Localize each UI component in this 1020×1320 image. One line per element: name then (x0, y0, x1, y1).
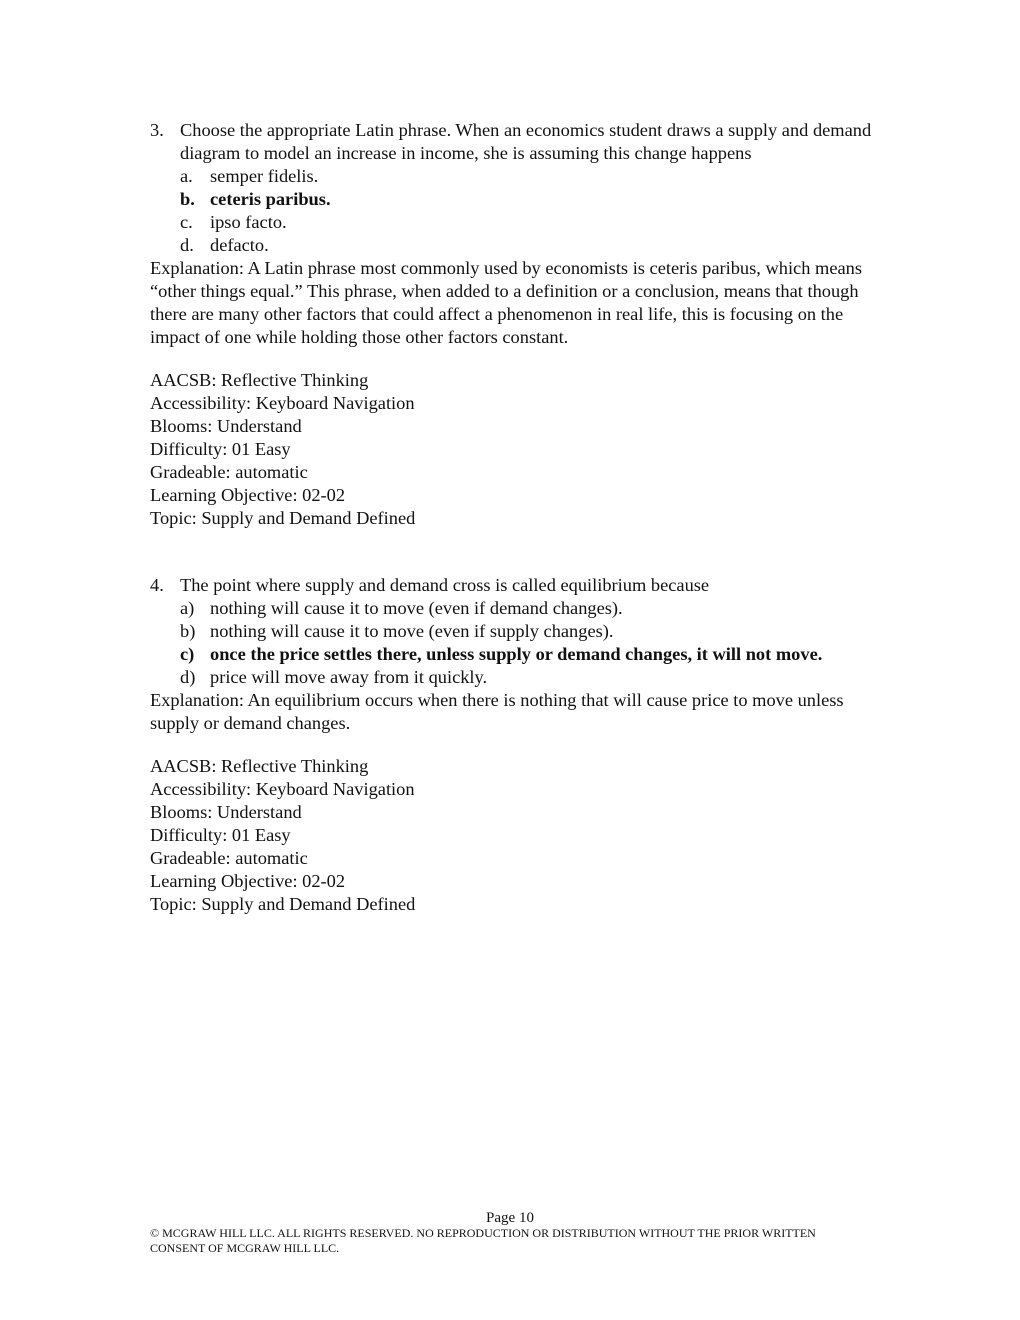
question-stem (150, 574, 880, 597)
meta-accessibility: Accessibility: Keyboard Navigation (150, 393, 415, 413)
option-text: defacto. (210, 235, 269, 255)
option-letter: a) (180, 598, 195, 618)
option-text: semper fidelis. (210, 166, 319, 186)
question-metadata (150, 755, 880, 916)
meta-learning-objective: Learning Objective: 02-02 (150, 871, 346, 891)
option-letter: c. (180, 212, 193, 232)
answer-option-c (150, 211, 880, 234)
meta-aacsb: AACSB: Reflective Thinking (150, 370, 369, 390)
option-text: ipso facto. (210, 212, 287, 232)
answer-options (150, 597, 880, 689)
copyright-notice: © MCGRAW HILL LLC. ALL RIGHTS RESERVED. NO REPRODUCTION OR DISTRIBUTION WITHOUT THE PRIOR WRITTEN CONSENT OF MCGRAW HILL LLC. (150, 1226, 816, 1255)
question-number: 3. (150, 120, 164, 140)
option-letter: b. (180, 189, 195, 209)
answer-option-b-correct (150, 188, 880, 211)
option-letter: d. (180, 235, 194, 255)
meta-gradeable: Gradeable: automatic (150, 462, 308, 482)
option-text: price will move away from it quickly. (210, 667, 488, 687)
option-letter: c) (180, 644, 195, 664)
question-text: Choose the appropriate Latin phrase. When an economics student draws a supply and demand diagram to model an increase in income, she is assuming this change happens (180, 120, 872, 163)
option-text: nothing will cause it to move (even if demand changes). (210, 598, 623, 618)
meta-learning-objective: Learning Objective: 02-02 (150, 485, 346, 505)
meta-blooms: Blooms: Understand (150, 802, 302, 822)
option-text: ceteris paribus. (210, 189, 331, 209)
meta-difficulty: Difficulty: 01 Easy (150, 439, 291, 459)
meta-aacsb: AACSB: Reflective Thinking (150, 756, 369, 776)
page-number: Page 10 (486, 1210, 534, 1226)
page-footer (150, 1209, 870, 1256)
option-letter: d) (180, 667, 196, 687)
answer-option-d (150, 234, 880, 257)
question-stem (150, 119, 880, 165)
question-metadata (150, 369, 880, 530)
meta-topic: Topic: Supply and Demand Defined (150, 894, 416, 914)
answer-option-d (150, 666, 880, 689)
answer-option-c-correct (150, 643, 880, 666)
explanation: Explanation: A Latin phrase most commonly used by economists is ceteris paribus, which means “other things equal.” This phrase, when added to a definition or a conclusion, means that though there are many other factors that could affect a phenomenon in real life, this is focusing on the impact of one while holding those other factors constant. (150, 258, 862, 347)
meta-gradeable: Gradeable: automatic (150, 848, 308, 868)
option-text: nothing will cause it to move (even if supply changes). (210, 621, 614, 641)
answer-option-b (150, 620, 880, 643)
option-letter: b) (180, 621, 196, 641)
option-text: once the price settles there, unless supply or demand changes, it will not move. (210, 644, 823, 664)
answer-options (150, 165, 880, 257)
question-3 (150, 119, 880, 530)
answer-option-a (150, 165, 880, 188)
meta-accessibility: Accessibility: Keyboard Navigation (150, 779, 415, 799)
question-text: The point where supply and demand cross is called equilibrium because (180, 575, 710, 595)
answer-option-a (150, 597, 880, 620)
explanation: Explanation: An equilibrium occurs when there is nothing that will cause price to move unless supply or demand changes. (150, 690, 844, 733)
question-number: 4. (150, 575, 164, 595)
meta-topic: Topic: Supply and Demand Defined (150, 508, 416, 528)
option-letter: a. (180, 166, 193, 186)
meta-difficulty: Difficulty: 01 Easy (150, 825, 291, 845)
question-4 (150, 574, 880, 916)
meta-blooms: Blooms: Understand (150, 416, 302, 436)
